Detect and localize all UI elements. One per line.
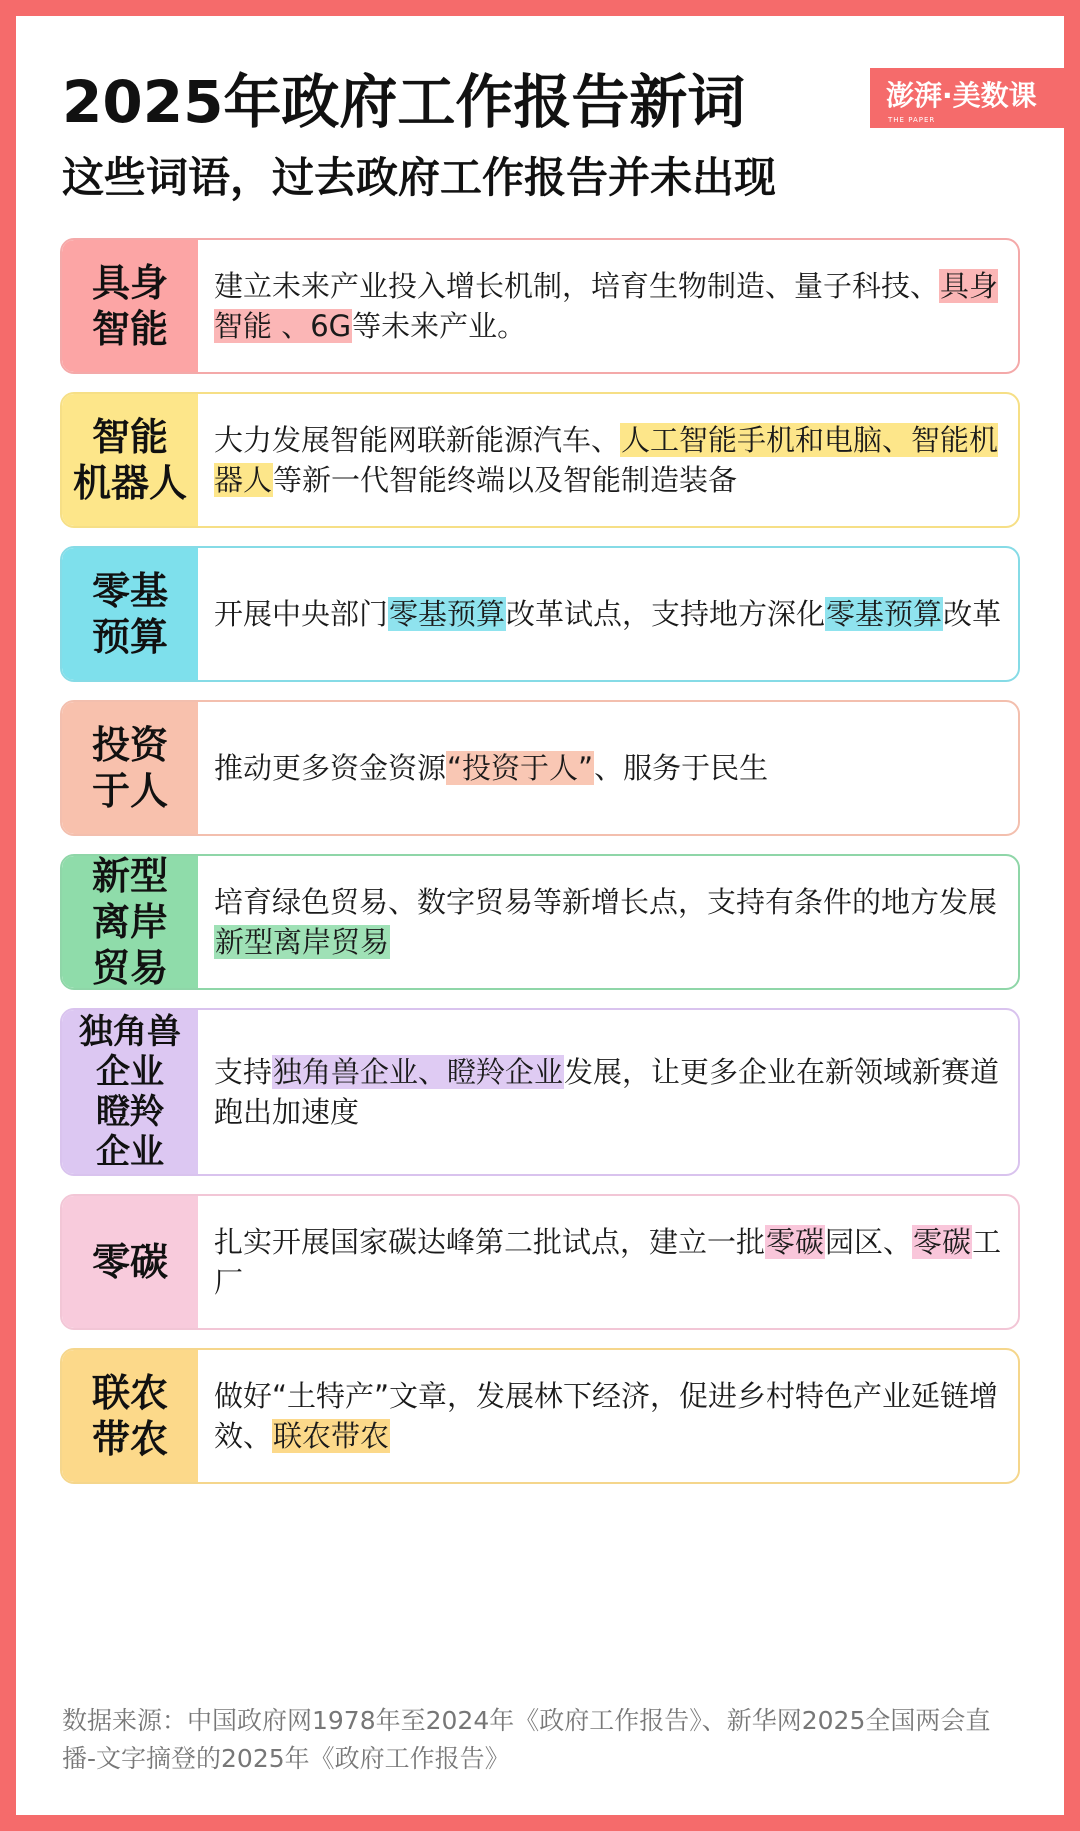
term-label	[62, 394, 198, 526]
brand-logo-text: 澎湃·美数课	[886, 79, 1037, 112]
term-label-line: 离岸	[91, 900, 168, 944]
data-source-note: 数据来源：中国政府网1978年至2024年《政府工作报告》、新华网2025全国两会直播-文字摘登的2025年《政府工作报告》	[62, 1706, 991, 1773]
term-label-line: 贸易	[91, 946, 168, 990]
term-label-line: 带农	[91, 1417, 168, 1461]
term-label-line: 联农	[91, 1371, 168, 1415]
term-label	[62, 702, 198, 834]
term-description	[198, 394, 1018, 526]
term-row	[60, 1348, 1020, 1484]
term-label-line: 智能	[91, 307, 168, 351]
term-label-line: 机器人	[72, 461, 187, 505]
term-row	[60, 700, 1020, 836]
term-label-line: 企业	[96, 1132, 164, 1172]
term-label	[62, 1350, 198, 1482]
description-text: 工厂	[214, 1225, 1002, 1299]
term-list	[60, 238, 1020, 1502]
term-label-line: 瞪羚	[96, 1092, 164, 1132]
description-text: 支持	[214, 1055, 273, 1089]
description-text: 推动更多资金资源	[214, 751, 447, 785]
term-label-line: 投资	[91, 723, 168, 767]
term-row	[60, 546, 1020, 682]
highlighted-term: 人工智能手机和电脑、智能机器人	[214, 423, 999, 497]
description-text: 开展中央部门	[214, 597, 389, 631]
description-text: 等新一代智能终端以及智能制造装备	[273, 463, 738, 497]
term-label	[62, 1196, 198, 1328]
term-label-line: 企业	[96, 1052, 164, 1092]
description-text: 等未来产业。	[352, 309, 527, 343]
term-row	[60, 392, 1020, 528]
description-text: 园区、	[825, 1225, 913, 1259]
description-text: 改革试点，支持地方深化	[506, 597, 826, 631]
highlighted-term: 新型离岸贸易	[215, 925, 390, 959]
description-text: 大力发展智能网联新能源汽车、	[214, 423, 621, 457]
term-row	[60, 1194, 1020, 1330]
term-row	[60, 238, 1020, 374]
description-text: 培育绿色贸易、数字贸易等新增长点，支持有条件的地方发展	[214, 885, 998, 919]
highlighted-term: 独角兽企业、瞪羚企业	[273, 1055, 564, 1089]
term-description	[198, 1196, 1018, 1328]
highlighted-term: 零碳	[766, 1225, 825, 1259]
page-title: 2025年政府工作报告新词	[62, 68, 746, 136]
term-label-line: 智能	[91, 415, 168, 459]
term-description	[198, 856, 1018, 988]
description-text: 、服务于民生	[594, 751, 769, 785]
term-description	[198, 702, 1018, 834]
term-description	[198, 1350, 1018, 1482]
term-label-line: 独角兽	[79, 1012, 181, 1052]
highlighted-term: 零碳	[913, 1225, 972, 1259]
term-label-line: 预算	[91, 615, 168, 659]
term-label-line: 零碳	[91, 1240, 168, 1284]
term-label-line: 于人	[91, 769, 168, 813]
brand-logo-subtext: THE PAPER	[888, 116, 936, 124]
description-text: 建立未来产业投入增长机制，培育生物制造、量子科技、	[214, 269, 940, 303]
page-subtitle: 这些词语，过去政府工作报告并未出现	[62, 153, 777, 202]
term-description	[198, 240, 1018, 372]
description-text: 做好“土特产”文章，发展林下经济，促进乡村特色产业延链增效、	[214, 1379, 999, 1453]
term-label	[62, 548, 198, 680]
highlighted-term: 具身智能 、6G	[214, 269, 999, 343]
term-description	[198, 1010, 1018, 1174]
brand-logo	[870, 68, 1080, 128]
highlighted-term: 联农带农	[273, 1419, 390, 1453]
term-label	[62, 240, 198, 372]
highlighted-term: 零基预算	[389, 597, 506, 631]
description-text: 发展，让更多企业在新领域新赛道跑出加速度	[214, 1055, 1000, 1129]
highlighted-term: “投资于人”	[447, 751, 594, 785]
term-label-line: 零基	[91, 569, 168, 613]
term-description	[198, 548, 1018, 680]
term-label	[62, 856, 198, 988]
term-label	[62, 1010, 198, 1174]
description-text: 改革	[943, 597, 1002, 631]
term-label-line: 新型	[91, 854, 168, 898]
description-text: 扎实开展国家碳达峰第二批试点，建立一批	[214, 1225, 766, 1259]
term-row	[60, 1008, 1020, 1176]
highlighted-term: 零基预算	[826, 597, 943, 631]
term-label-line: 具身	[91, 261, 168, 305]
term-row	[60, 854, 1020, 990]
